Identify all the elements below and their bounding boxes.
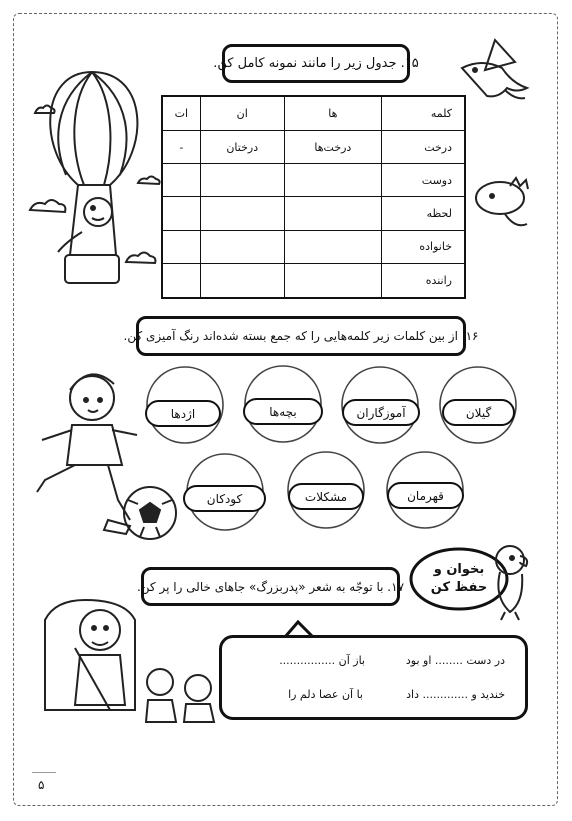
word-pill[interactable]: قهرمان [387, 482, 464, 509]
table-cell-blank[interactable] [200, 264, 284, 298]
word-pill[interactable]: مشکلات [288, 483, 364, 510]
table-header-cell: کلمه [382, 96, 466, 130]
word-pill[interactable]: اژدها [145, 400, 221, 427]
table-cell-word: خانواده [382, 230, 466, 263]
football-icon [124, 487, 176, 539]
word-pill[interactable]: گیلان [442, 399, 515, 426]
poem-line-2-left: با آن عصا دلم را [288, 688, 363, 701]
poem-line-1-right[interactable]: در دست ........ او بود [405, 654, 505, 667]
poem-line-1-left[interactable]: باز آن ................ [279, 654, 365, 667]
plural-table [161, 95, 466, 299]
table-cell-word: لحظه [382, 197, 466, 230]
boy-playing-football-icon [37, 374, 137, 534]
grandfather-with-children-icon [45, 600, 214, 722]
table-cell-blank[interactable] [162, 264, 200, 298]
page-number: ۵ [38, 778, 45, 792]
poem-line-2-right[interactable]: خندید و ............. داد [406, 688, 505, 701]
page-number-divider [32, 772, 56, 773]
word-pill[interactable]: آموزگاران [342, 399, 420, 426]
table-cell: درخت‌ها [284, 130, 381, 163]
table-cell-blank[interactable] [284, 264, 381, 298]
table-header-cell: ات [162, 96, 200, 130]
pterodactyl-icon [462, 40, 527, 98]
table-cell-word: دوست [382, 164, 466, 197]
table-row [162, 197, 465, 230]
table-row [162, 264, 465, 298]
table-cell: - [162, 130, 200, 163]
table-cell: درختان [200, 130, 284, 163]
hot-air-balloon-icon [30, 72, 160, 283]
table-cell-blank[interactable] [200, 164, 284, 197]
table-row [162, 230, 465, 263]
table-cell-blank[interactable] [162, 164, 200, 197]
table-cell-word: راننده [382, 264, 466, 298]
poem-box [219, 635, 528, 720]
table-cell-blank[interactable] [162, 230, 200, 263]
table-row [162, 130, 465, 163]
table-cell-blank[interactable] [162, 197, 200, 230]
table-cell-blank[interactable] [284, 230, 381, 263]
question-16-title: ۱۶. از بین کلمات زیر کلمه‌هایی را که جمع بسته شده‌اند رنگ آمیزی کن. [136, 316, 466, 356]
word-pill[interactable]: بچه‌ها [243, 398, 323, 425]
question-17-title: ۱۷. با توجّه به شعر «پدربزرگ» جاهای خالی را پر کن. [141, 567, 400, 606]
table-row [162, 164, 465, 197]
table-header-cell: ها [284, 96, 381, 130]
table-header-cell: ان [200, 96, 284, 130]
table-cell-blank[interactable] [200, 197, 284, 230]
bubble-line: حفظ کن [430, 580, 488, 595]
word-pill[interactable]: کودکان [183, 485, 266, 512]
table-header-row [162, 96, 465, 130]
table-cell-word: درخت [382, 130, 466, 163]
bubble-line: بخوان و [433, 562, 485, 577]
baby-dinosaur-icon [476, 178, 528, 225]
read-and-memorize-bubble [411, 561, 507, 597]
table-cell-blank[interactable] [284, 197, 381, 230]
table-cell-blank[interactable] [200, 230, 284, 263]
table-cell-blank[interactable] [284, 164, 381, 197]
question-15-title: ۱۵. جدول زیر را مانند نمونه کامل کن. [222, 44, 410, 83]
